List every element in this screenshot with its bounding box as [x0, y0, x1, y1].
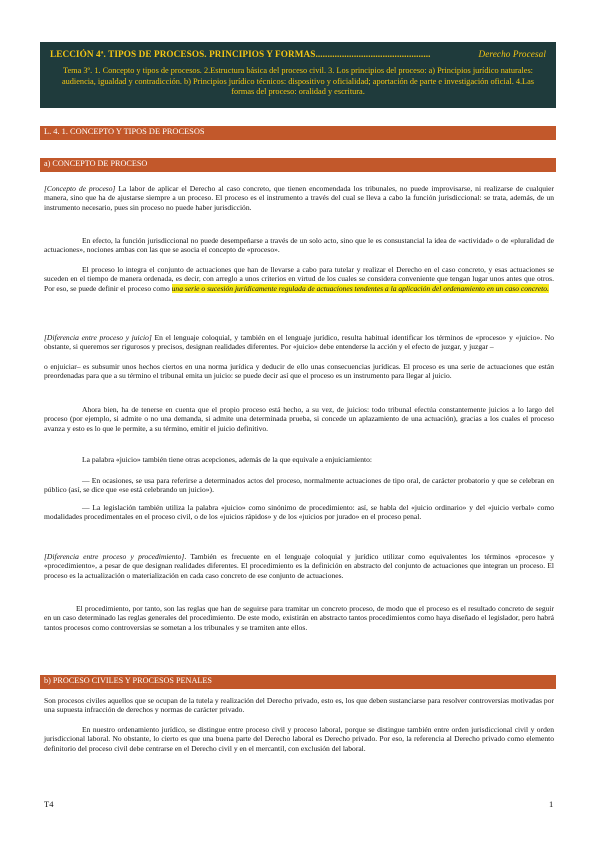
paragraph-text: En el lenguaje coloquial, y también en el lenguaje jurídico, resulta habitual identificar los términos de «proceso» y «juicio». No obstante, si queremos ser rigurosos y precisos, designan realidades diferentes. Por «juicio» debe entenderse la acción y el efecto de juzgar, y juzgar –: [44, 333, 554, 352]
paragraph-procesos-civiles: Son procesos civiles aquellos que se ocupan de la tutela y realización del Derecho privado, esto es, los que deben sustanciarse para resolver controversias motivadas por una supuesta infracción de derechos y normas de carácter privado.: [44, 696, 554, 715]
page-number: 1: [549, 799, 554, 809]
paragraph-acepciones: La palabra «juicio» también tiene otras acepciones, además de la que equivale a enjuiciamiento:: [82, 455, 373, 464]
paragraph-tag: [Diferencia entre proceso y procedimiento]: [44, 552, 185, 561]
highlighted-definition: una serie o sucesión jurídicamente regulada de actuaciones tendentes a la aplicación del ordenamiento en un caso concreto.: [171, 283, 549, 293]
list-item-procedimiento: — La legislación también utiliza la palabra «juicio» como sinónimo de procedimiento: así, se habla del «juicio ordinario» y del «juicio verbal» como modalidades procedimentales en el proceso civil, o de los «juicios rápidos» y de los «juicios por jurado» en el proceso penal.: [44, 503, 554, 522]
paragraph-definicion: [44, 265, 554, 293]
paragraph-proceso-procedimiento: [44, 552, 554, 580]
paragraph-proceso-juicio: [44, 333, 554, 352]
lesson-header: [40, 42, 556, 108]
footer-topic: T4: [44, 799, 54, 809]
paragraph-text: El proceso lo integra el conjunto de actuaciones que han de llevarse a cabo para tutelar y realizar el Derecho en el caso concreto, y esas actuaciones se suceden en el tiempo de manera ordenada, es decir, con arreglo a unos criterios en virtud de los cuales se considera conveniente que tengan lugar unos antes que otros. Por eso, se puede definir el proceso como: [44, 265, 554, 293]
section-heading: L. 4. 1. CONCEPTO Y TIPOS DE PROCESOS: [40, 126, 556, 140]
subject-name: Derecho Procesal: [478, 49, 546, 59]
paragraph-proceso-laboral: En nuestro ordenamiento jurídico, se distingue entre proceso civil y proceso laboral, porque se distingue también entre orden jurisdiccional civil y orden jurisdiccional laboral. No obstante, lo cierto es que una buena parte del Derecho laboral es Derecho privado. Por eso, la referencia al Derecho privado como elemento definitorio del proceso civil debe centrarse en el Derecho civil y en el mercantil, con exclusión del laboral.: [44, 725, 554, 753]
subsection-heading-b: b) PROCESO CIVILES Y PROCESOS PENALES: [40, 675, 556, 689]
paragraph-text: . También es frecuente en el lenguaje coloquial y jurídico utilizar como equivalentes los términos «proceso» y «procedimiento», a pesar de que designan realidades diferentes. El procedimiento es la definición en abstracto del conjunto de actuaciones que integran un proceso. El proceso es la actualización o materialización en cada caso concreto de ese conjunto de actuaciones.: [44, 552, 555, 580]
list-item-actos: — En ocasiones, se usa para referirse a determinados actos del proceso, normalmente actuaciones de tipo oral, de carácter probatorio y que se celebran en público (así, se dice que «se está celebrando un juicio»).: [44, 476, 554, 495]
subsection-heading-a: a) CONCEPTO DE PROCESO: [40, 158, 556, 172]
lesson-title: [50, 49, 546, 59]
paragraph-enjuiciar: o enjuiciar– es subsumir unos hechos ciertos en una norma jurídica y deducir de ello unas consecuencias jurídicas. El proceso es una serie de actuaciones que están preordenadas para que a su término el tribunal emita un juicio: se puede decir así que el proceso es un instrumento para llegar al juicio.: [44, 362, 554, 381]
paragraph-juicios-proceso: Ahora bien, ha de tenerse en cuenta que el propio proceso está hecho, a su vez, de juicios: todo tribunal efectúa constantemente juicios a lo largo del proceso (por ejemplo, si admite o no una demanda, si admite una determinada prueba, si concede un aplazamiento de una actuación), gracias a los cuales el proceso avanza y esto es lo que le permite, a su término, emitir el juicio definitivo.: [44, 405, 554, 433]
paragraph-text: La labor de aplicar el Derecho al caso concreto, que tienen encomendada los tribunales, no puede improvisarse, ni realizarse de cualquier manera, sino que ha de ajustarse siempre a un proceso. El proceso es el instrumento a través del cual se lleva a cabo la función jurisdiccional: se trata, además, de un instrumento necesario, pues sin proceso no puede haber jurisdicción.: [44, 184, 555, 212]
lesson-topics: Tema 3º. 1. Concepto y tipos de procesos. 2.Estructura básica del proceso civil. 3. Los principios del proceso: a) Principios jurídico naturales: audiencia, igualdad y contradicción. b) Principios jurídico técnicos: dispositivo y oficialidad; aportación de parte e investigación oficial. 4.Las formas del proceso: oralidad y escritura.: [61, 66, 535, 97]
paragraph-funcion: En efecto, la función jurisdiccional no puede desempeñarse a través de un solo acto, sino que le es consustancial la idea de «actividad» o de «pluralidad de actuaciones», nociones ambas con las que se asocia el concepto de «proceso».: [44, 236, 554, 255]
paragraph-tag: [Diferencia entre proceso y juicio]: [44, 333, 152, 342]
paragraph-concepto: [44, 184, 554, 212]
paragraph-tag: [Concepto de proceso]: [44, 184, 116, 193]
paragraph-reglas: El procedimiento, por tanto, son las reglas que han de seguirse para tramitar un concreto proceso, de modo que el proceso es el resultado concreto de seguir en un caso determinado las reglas generales del procedimiento. De este modo, existirán en abstracto tantos procedimientos como haya diseñado el legislador, pero habrá tantos procesos como controversias se sometan a los tribunales y se tramiten ante ellos.: [44, 604, 554, 632]
lesson-title-text: LECCIÓN 4ª. TIPOS DE PROCESOS. PRINCIPIOS Y FORMAS................................................: [50, 49, 431, 59]
